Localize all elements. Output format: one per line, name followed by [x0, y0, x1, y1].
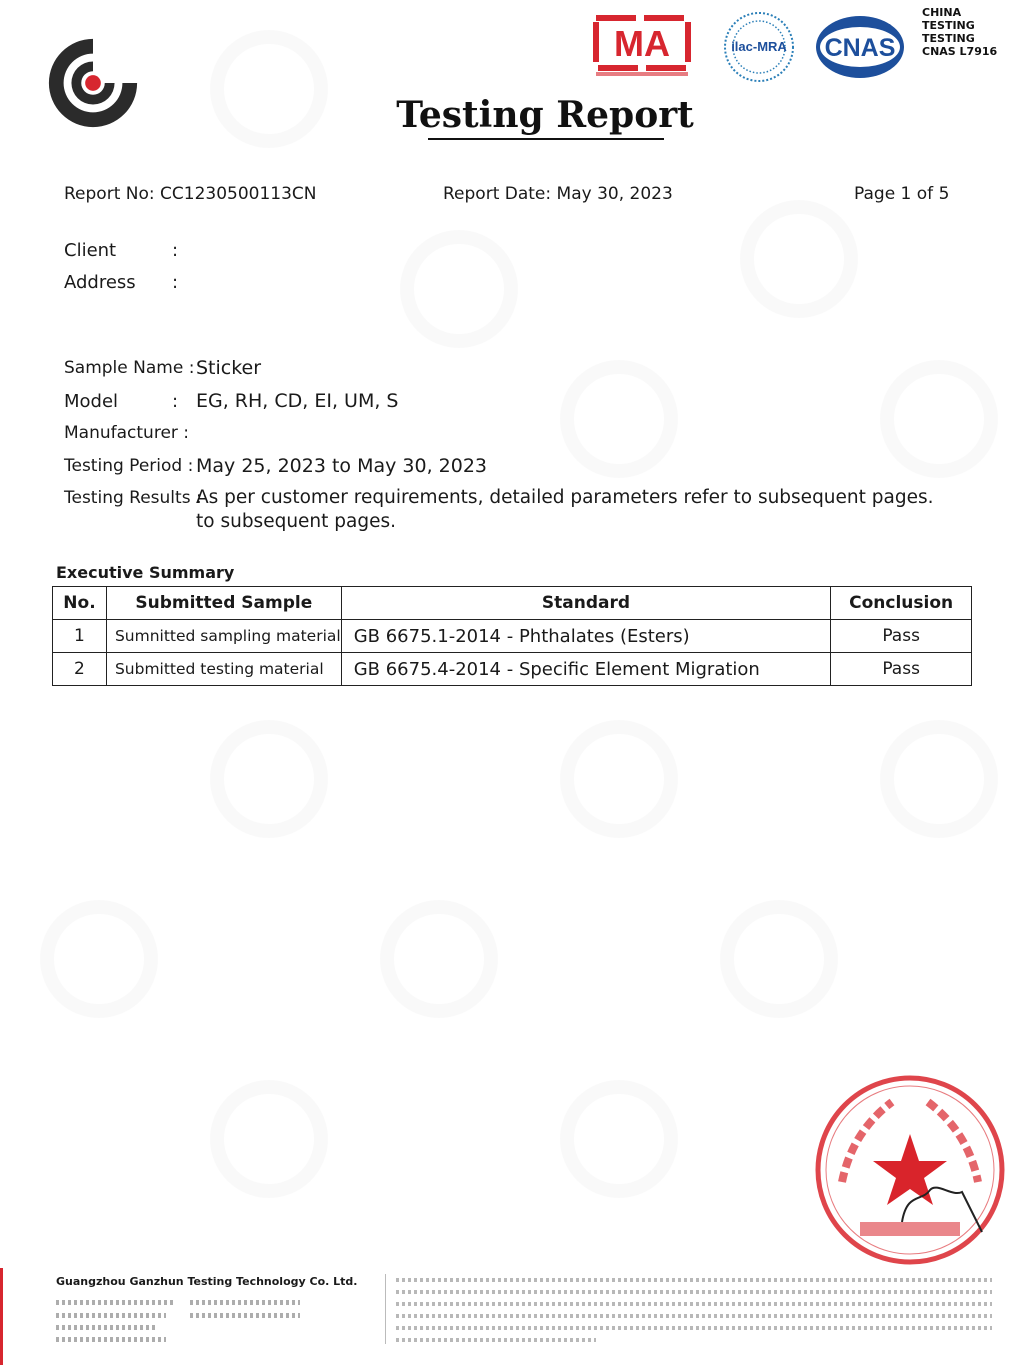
footer-fine-print: [396, 1314, 992, 1318]
report-number: [64, 184, 317, 204]
executive-summary-heading: Executive Summary: [56, 563, 235, 582]
cnas-side-line: CHINA: [922, 6, 962, 19]
table-row: [53, 653, 972, 686]
row-sample: Submitted testing material: [106, 653, 341, 686]
cnas-side-line: TESTING: [922, 19, 975, 32]
footer-fine-print: [396, 1278, 992, 1282]
summary-table: [52, 586, 972, 686]
report-no-label: Report No:: [64, 184, 155, 204]
page-number: Page 1 of 5: [854, 184, 950, 204]
row-standard: GB 6675.4-2014 - Specific Element Migration: [341, 653, 831, 686]
manufacturer-label: Manufacturer :: [64, 423, 190, 443]
cnas-side-line: TESTING: [922, 32, 975, 45]
row-no: 2: [53, 653, 107, 686]
cnas-side-line: CNAS L7916: [922, 45, 998, 58]
sample-name-label: Sample Name :: [64, 358, 195, 378]
title-underline: [428, 138, 664, 140]
column-header-conclusion: Conclusion: [831, 587, 972, 620]
footer-fine-print: [396, 1290, 992, 1294]
client-label: Client: [64, 240, 117, 261]
testing-period-value: May 25, 2023 to May 30, 2023: [196, 455, 488, 477]
footer-contact-line: [56, 1337, 166, 1342]
model-label: Model: [64, 391, 119, 412]
report-no-value: CC1230500113CN: [160, 184, 317, 204]
footer-contact-line: [56, 1313, 166, 1318]
footer-accent-bar: [0, 1268, 3, 1365]
row-standard: GB 6675.1-2014 - Phthalates (Esters): [341, 620, 831, 653]
cnas-logo-icon: [814, 14, 906, 80]
ilac-text: ilac-MRA: [731, 39, 787, 54]
ilac-mra-logo-icon: [718, 10, 800, 84]
testing-period-label: Testing Period :: [64, 456, 194, 476]
footer-divider: [385, 1274, 386, 1344]
footer-contact-line: [190, 1300, 300, 1305]
row-conclusion: Pass: [831, 653, 972, 686]
page-title: Testing Report: [396, 94, 694, 136]
footer-contact-line: [190, 1313, 300, 1318]
cnas-side-text: [922, 6, 1012, 58]
address-label: Address: [64, 272, 136, 293]
footer-fine-print: [396, 1326, 992, 1330]
footer-contact-line: [56, 1325, 156, 1330]
column-header-standard: Standard: [341, 587, 831, 620]
footer-company-name: Guangzhou Ganzhun Testing Technology Co. Ltd.: [56, 1275, 358, 1288]
testing-results-line1: As per customer requirements, detailed parameters refer to subsequent pages.: [196, 487, 934, 508]
row-conclusion: Pass: [831, 620, 972, 653]
official-stamp-icon: [812, 1072, 1008, 1268]
footer-fine-print: [396, 1302, 992, 1306]
cma-text: MA: [614, 23, 670, 64]
client-colon: :: [172, 240, 179, 261]
testing-results-line2: to subsequent pages.: [196, 511, 397, 532]
table-row: [53, 620, 972, 653]
table-header-row: [53, 587, 972, 620]
report-date: [443, 184, 673, 204]
report-date-label: Report Date:: [443, 184, 552, 204]
footer-contact-line: [56, 1300, 176, 1305]
column-header-sample: Submitted Sample: [106, 587, 341, 620]
report-date-value: May 30, 2023: [556, 184, 673, 204]
model-value: EG, RH, CD, EI, UM, S: [196, 390, 399, 412]
model-colon: :: [172, 391, 179, 412]
row-sample: Sumnitted sampling material: [106, 620, 341, 653]
testing-results-label: Testing Results :: [64, 488, 202, 508]
row-no: 1: [53, 620, 107, 653]
address-colon: :: [172, 272, 179, 293]
sample-name-value: Sticker: [196, 357, 262, 379]
footer-fine-print: [396, 1338, 596, 1342]
column-header-no: No.: [53, 587, 107, 620]
cnas-text: CNAS: [824, 34, 896, 62]
cma-logo-icon: [588, 12, 696, 80]
